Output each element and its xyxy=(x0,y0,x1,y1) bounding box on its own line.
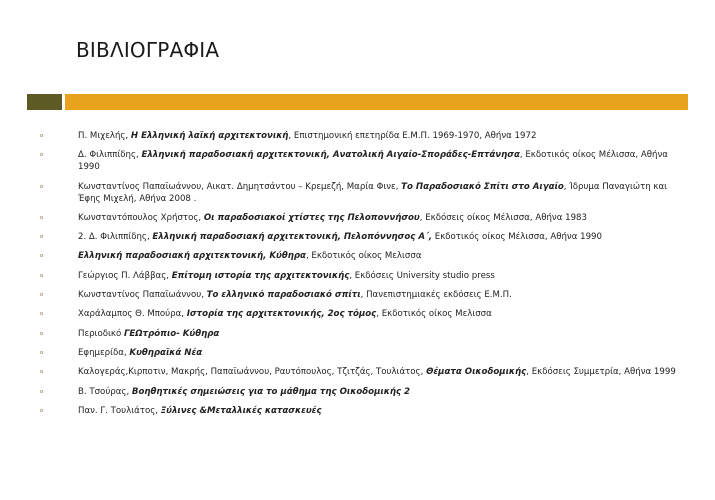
bullet-icon: o xyxy=(40,133,44,139)
bullet-icon: o xyxy=(40,369,44,376)
bullet-icon: o xyxy=(40,330,44,337)
bullet-icon: o xyxy=(40,253,44,260)
bibliography-item: o Π. Μιχελής, Η Ελληνική λαϊκή αρχιτεκτονική, Επιστημονική επετηρίδα Ε.Μ.Π. 1969-1970, Αθήνα 1972 xyxy=(40,131,537,141)
bibliography-item: o Δ. Φιλιππίδης, Ελληνική παραδοσιακή αρχιτεκτονική, Ανατολική Αιγαίο-Σποράδες-Επτάνησα, Εκδοτικός οίκος Μέλισσα, Αθήνα 1990 xyxy=(40,150,668,173)
bullet-icon: o xyxy=(40,407,44,414)
bullet-icon: o xyxy=(40,349,44,356)
accent-bar-gold-segment xyxy=(65,94,688,110)
accent-bar xyxy=(27,94,688,110)
bullet-icon: o xyxy=(40,388,44,395)
bullet-icon: o xyxy=(40,183,44,190)
bibliography-item: o Παν. Γ. Τουλιάτος, Ξύλινες &Μεταλλικές κατασκευές xyxy=(40,405,322,416)
bullet-icon: o xyxy=(40,214,44,221)
accent-bar-dark-segment xyxy=(27,94,62,110)
bibliography-item: o Κωνσταντίνος Παπαϊωάννου, Το ελληνικό παραδοσιακό σπίτι, Πανεπιστημιακές εκδόσεις Ε.Μ.Π. xyxy=(40,290,512,301)
slide-title: ΒΙΒΛΙΟΓΡΑΦΙΑ xyxy=(76,38,220,62)
bibliography-item: o Γεώργιος Π. Λάββας, Επίτομη ιστορία της αρχιτεκτονικής, Εκδόσεις University studio press xyxy=(40,270,495,281)
bibliography-item: o Β. Τσούρας, Βοηθητικές σημειώσεις για το μάθημα της Οικοδομικής 2 xyxy=(40,386,411,397)
bullet-icon: o xyxy=(40,272,44,279)
bibliography-item: o Χαράλαμπος Θ. Μπούρα, Ιστορία της αρχιτεκτονικής, 2ος τόμος, Εκδοτικός οίκος Μελισσα xyxy=(40,309,492,320)
bibliography-item: o Κωνσταντόπουλος Χρήστος, Οι παραδοσιακοί χτίστες της Πελοποννήσου, Εκδόσεις οίκος Μέλισσα, Αθήνα 1983 xyxy=(40,212,587,223)
bibliography-item: o 2. Δ. Φιλιππίδης, Ελληνική παραδοσιακή αρχιτεκτονική, Πελοπόννησος Α΄, Εκδοτικός οίκος Μέλισσα, Αθήνα 1990 xyxy=(40,232,602,243)
bibliography-item: o Εφημερίδα, Κυθηραϊκά Νέα xyxy=(40,347,203,358)
bibliography-item: o Ελληνική παραδοσιακή αρχιτεκτονική, Κύθηρα, Εκδοτικός οίκος Μελισσα xyxy=(40,251,422,262)
bibliography-list xyxy=(40,130,680,424)
bullet-icon: o xyxy=(40,311,44,318)
bibliography-item: o Περιοδικό ΓΕΩτρόπιο- Κύθηρα xyxy=(40,328,220,339)
bullet-icon: o xyxy=(40,234,44,241)
bibliography-item: o Καλογεράς,Κιρποτιν, Μακρής, Παπαϊωάννου, Ραυτόπουλος, Τζιτζάς, Τουλιάτος, Θέματα Οικοδομικής, Εκδόσεις Συμμετρία, Αθήνα 1999 xyxy=(40,367,676,378)
bullet-icon: o xyxy=(40,152,44,159)
bibliography-item: o Κωνσταντίνος Παπαϊωάννου, Αικατ. Δημητσάντου – Κρεμεζή, Μαρία Φινε, Το Παραδοσιακό Σπίτι στο Αιγαίο, Ίδρυμα Παναγιώτη και Έφης Μιχελή, Αθήνα 2008 . xyxy=(40,181,668,204)
bullet-icon: o xyxy=(40,292,44,299)
